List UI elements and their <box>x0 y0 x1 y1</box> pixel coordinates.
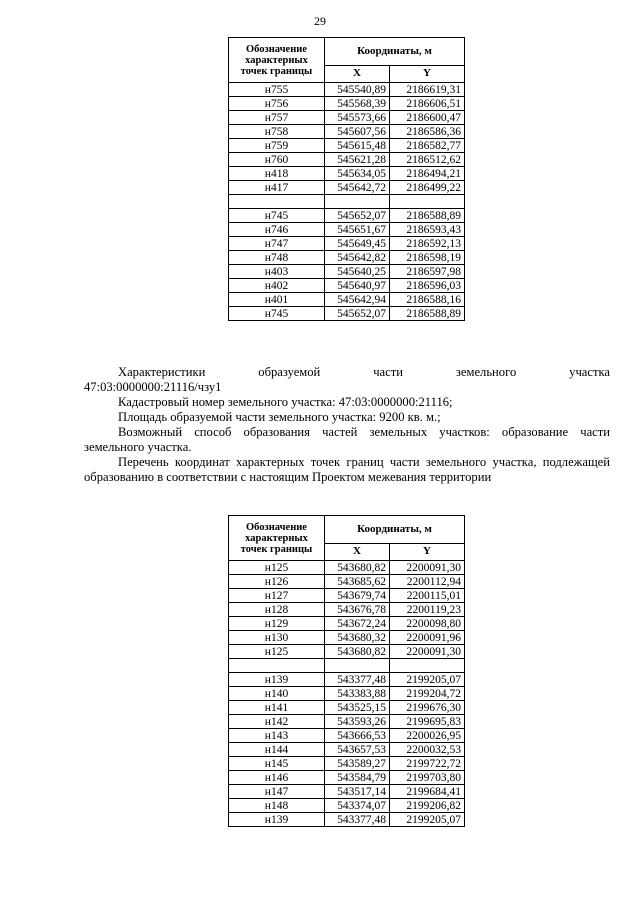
coord-y: 2200098,80 <box>390 617 465 631</box>
coord-x: 543374,07 <box>325 799 390 813</box>
coord-y: 2186600,47 <box>390 111 465 125</box>
header-coordinates: Координаты, м <box>325 38 465 66</box>
coord-y <box>390 659 465 673</box>
characteristics-title: Характеристики образуемой части земельного участка <box>118 365 610 379</box>
table-row <box>229 181 465 195</box>
coord-x: 543657,53 <box>325 743 390 757</box>
coordinates-list-intro: Перечень координат характерных точек границ части земельного участка, подлежащей образованию в соответствии с настоящим Проектом межевания территории <box>84 455 610 484</box>
point-name: н757 <box>229 111 325 125</box>
coordinates-table-2 <box>228 515 465 827</box>
coord-y: 2186512,62 <box>390 153 465 167</box>
coord-x: 545652,07 <box>325 209 390 223</box>
point-name: н139 <box>229 813 325 827</box>
table-row <box>229 715 465 729</box>
coord-x: 543525,15 <box>325 701 390 715</box>
coord-x: 543517,14 <box>325 785 390 799</box>
point-name: н748 <box>229 251 325 265</box>
coord-x: 545640,25 <box>325 265 390 279</box>
header-y: Y <box>390 543 465 560</box>
coord-y: 2200026,95 <box>390 729 465 743</box>
table-row <box>229 603 465 617</box>
coord-y: 2186499,22 <box>390 181 465 195</box>
point-name: н759 <box>229 139 325 153</box>
table-row <box>229 589 465 603</box>
coord-x: 543584,79 <box>325 771 390 785</box>
point-name: н125 <box>229 561 325 575</box>
table-row <box>229 125 465 139</box>
coord-y: 2199676,30 <box>390 701 465 715</box>
coord-x: 543680,32 <box>325 631 390 645</box>
table-row <box>229 771 465 785</box>
table-row <box>229 153 465 167</box>
point-name: н746 <box>229 223 325 237</box>
coord-x: 545649,45 <box>325 237 390 251</box>
part-description <box>84 365 610 485</box>
header-coordinates: Координаты, м <box>325 516 465 544</box>
coord-x: 545642,82 <box>325 251 390 265</box>
coord-y: 2199206,82 <box>390 799 465 813</box>
point-name: н127 <box>229 589 325 603</box>
coord-y <box>390 195 465 209</box>
coord-x: 545621,28 <box>325 153 390 167</box>
table-row <box>229 83 465 97</box>
table-row <box>229 701 465 715</box>
table-row <box>229 279 465 293</box>
coord-y: 2186588,16 <box>390 293 465 307</box>
coord-y: 2186598,19 <box>390 251 465 265</box>
coord-x: 543589,27 <box>325 757 390 771</box>
coord-x: 543680,82 <box>325 561 390 575</box>
coord-x: 545615,48 <box>325 139 390 153</box>
table-row <box>229 645 465 659</box>
coord-x: 545642,94 <box>325 293 390 307</box>
point-name: н128 <box>229 603 325 617</box>
table-row <box>229 617 465 631</box>
coord-x: 543377,48 <box>325 673 390 687</box>
point-name: н755 <box>229 83 325 97</box>
point-name: н146 <box>229 771 325 785</box>
table-row <box>229 111 465 125</box>
table-row <box>229 813 465 827</box>
coord-y: 2186588,89 <box>390 307 465 321</box>
coord-y: 2199204,72 <box>390 687 465 701</box>
point-name: н147 <box>229 785 325 799</box>
coord-x: 545573,66 <box>325 111 390 125</box>
point-name: н126 <box>229 575 325 589</box>
point-name: н125 <box>229 645 325 659</box>
coord-x <box>325 195 390 209</box>
point-name: н139 <box>229 673 325 687</box>
point-name: н745 <box>229 307 325 321</box>
point-name: н140 <box>229 687 325 701</box>
table-row <box>229 167 465 181</box>
point-name: н745 <box>229 209 325 223</box>
coord-y: 2186619,31 <box>390 83 465 97</box>
table-row <box>229 139 465 153</box>
table-row <box>229 251 465 265</box>
coord-x: 543593,26 <box>325 715 390 729</box>
point-name: н756 <box>229 97 325 111</box>
coord-x: 545540,89 <box>325 83 390 97</box>
table-row <box>229 293 465 307</box>
coord-y: 2200091,30 <box>390 645 465 659</box>
table-row <box>229 743 465 757</box>
formation-method: Возможный способ образования частей земельных участков: образование части земельного участка. <box>84 425 610 454</box>
point-name: н144 <box>229 743 325 757</box>
coord-y: 2200032,53 <box>390 743 465 757</box>
table-row <box>229 673 465 687</box>
coord-y: 2200091,30 <box>390 561 465 575</box>
coord-x: 545642,72 <box>325 181 390 195</box>
point-name: н141 <box>229 701 325 715</box>
point-name: н747 <box>229 237 325 251</box>
header-x: X <box>325 543 390 560</box>
coord-x: 545568,39 <box>325 97 390 111</box>
point-name: н417 <box>229 181 325 195</box>
coord-y: 2186606,51 <box>390 97 465 111</box>
table-row <box>229 785 465 799</box>
coord-y: 2186593,43 <box>390 223 465 237</box>
point-name: н401 <box>229 293 325 307</box>
coord-y: 2199205,07 <box>390 673 465 687</box>
table-row <box>229 757 465 771</box>
point-name: н760 <box>229 153 325 167</box>
point-name: н402 <box>229 279 325 293</box>
coordinates-table-1 <box>228 37 465 321</box>
point-name: н142 <box>229 715 325 729</box>
coord-y: 2200119,23 <box>390 603 465 617</box>
table-row <box>229 223 465 237</box>
coord-x: 545652,07 <box>325 307 390 321</box>
coord-x: 545640,97 <box>325 279 390 293</box>
coord-x: 543685,62 <box>325 575 390 589</box>
coord-x: 545634,05 <box>325 167 390 181</box>
point-name: н130 <box>229 631 325 645</box>
coord-y: 2186582,77 <box>390 139 465 153</box>
point-name <box>229 659 325 673</box>
table-row <box>229 307 465 321</box>
coord-x: 545651,67 <box>325 223 390 237</box>
table-row <box>229 575 465 589</box>
header-x: X <box>325 65 390 82</box>
coord-y: 2186494,21 <box>390 167 465 181</box>
table-row <box>229 97 465 111</box>
point-name <box>229 195 325 209</box>
coord-y: 2199684,41 <box>390 785 465 799</box>
coord-y: 2186588,89 <box>390 209 465 223</box>
coord-x <box>325 659 390 673</box>
coord-x: 543377,48 <box>325 813 390 827</box>
header-y: Y <box>390 65 465 82</box>
table-row <box>229 631 465 645</box>
coord-x: 543383,88 <box>325 687 390 701</box>
table-row <box>229 195 465 209</box>
coord-x: 543680,82 <box>325 645 390 659</box>
characteristics-id: 47:03:0000000:21116/чзу1 <box>84 380 222 394</box>
table-row <box>229 687 465 701</box>
table-row <box>229 265 465 279</box>
point-name: н143 <box>229 729 325 743</box>
cadastral-number: Кадастровый номер земельного участка: 47:03:0000000:21116; <box>118 395 453 409</box>
point-name: н129 <box>229 617 325 631</box>
table-row <box>229 561 465 575</box>
coord-x: 543679,74 <box>325 589 390 603</box>
coord-x: 545607,56 <box>325 125 390 139</box>
coord-y: 2200091,96 <box>390 631 465 645</box>
coord-x: 543672,24 <box>325 617 390 631</box>
coord-y: 2200112,94 <box>390 575 465 589</box>
coord-y: 2186597,98 <box>390 265 465 279</box>
page-number: 29 <box>314 14 326 28</box>
coord-y: 2199703,80 <box>390 771 465 785</box>
header-point-designation: Обозначение характерных точек границы <box>229 38 325 83</box>
table-row <box>229 729 465 743</box>
point-name: н418 <box>229 167 325 181</box>
table-row <box>229 209 465 223</box>
coord-y: 2186596,03 <box>390 279 465 293</box>
coord-y: 2186586,36 <box>390 125 465 139</box>
coord-y: 2186592,13 <box>390 237 465 251</box>
point-name: н148 <box>229 799 325 813</box>
point-name: н758 <box>229 125 325 139</box>
table-row <box>229 659 465 673</box>
coord-x: 543676,78 <box>325 603 390 617</box>
coord-x: 543666,53 <box>325 729 390 743</box>
table-row <box>229 237 465 251</box>
point-name: н403 <box>229 265 325 279</box>
coord-y: 2199695,83 <box>390 715 465 729</box>
coord-y: 2199722,72 <box>390 757 465 771</box>
part-area: Площадь образуемой части земельного участка: 9200 кв. м.; <box>118 410 441 424</box>
coord-y: 2200115,01 <box>390 589 465 603</box>
point-name: н145 <box>229 757 325 771</box>
table-row <box>229 799 465 813</box>
header-point-designation: Обозначение характерных точек границы <box>229 516 325 561</box>
coord-y: 2199205,07 <box>390 813 465 827</box>
